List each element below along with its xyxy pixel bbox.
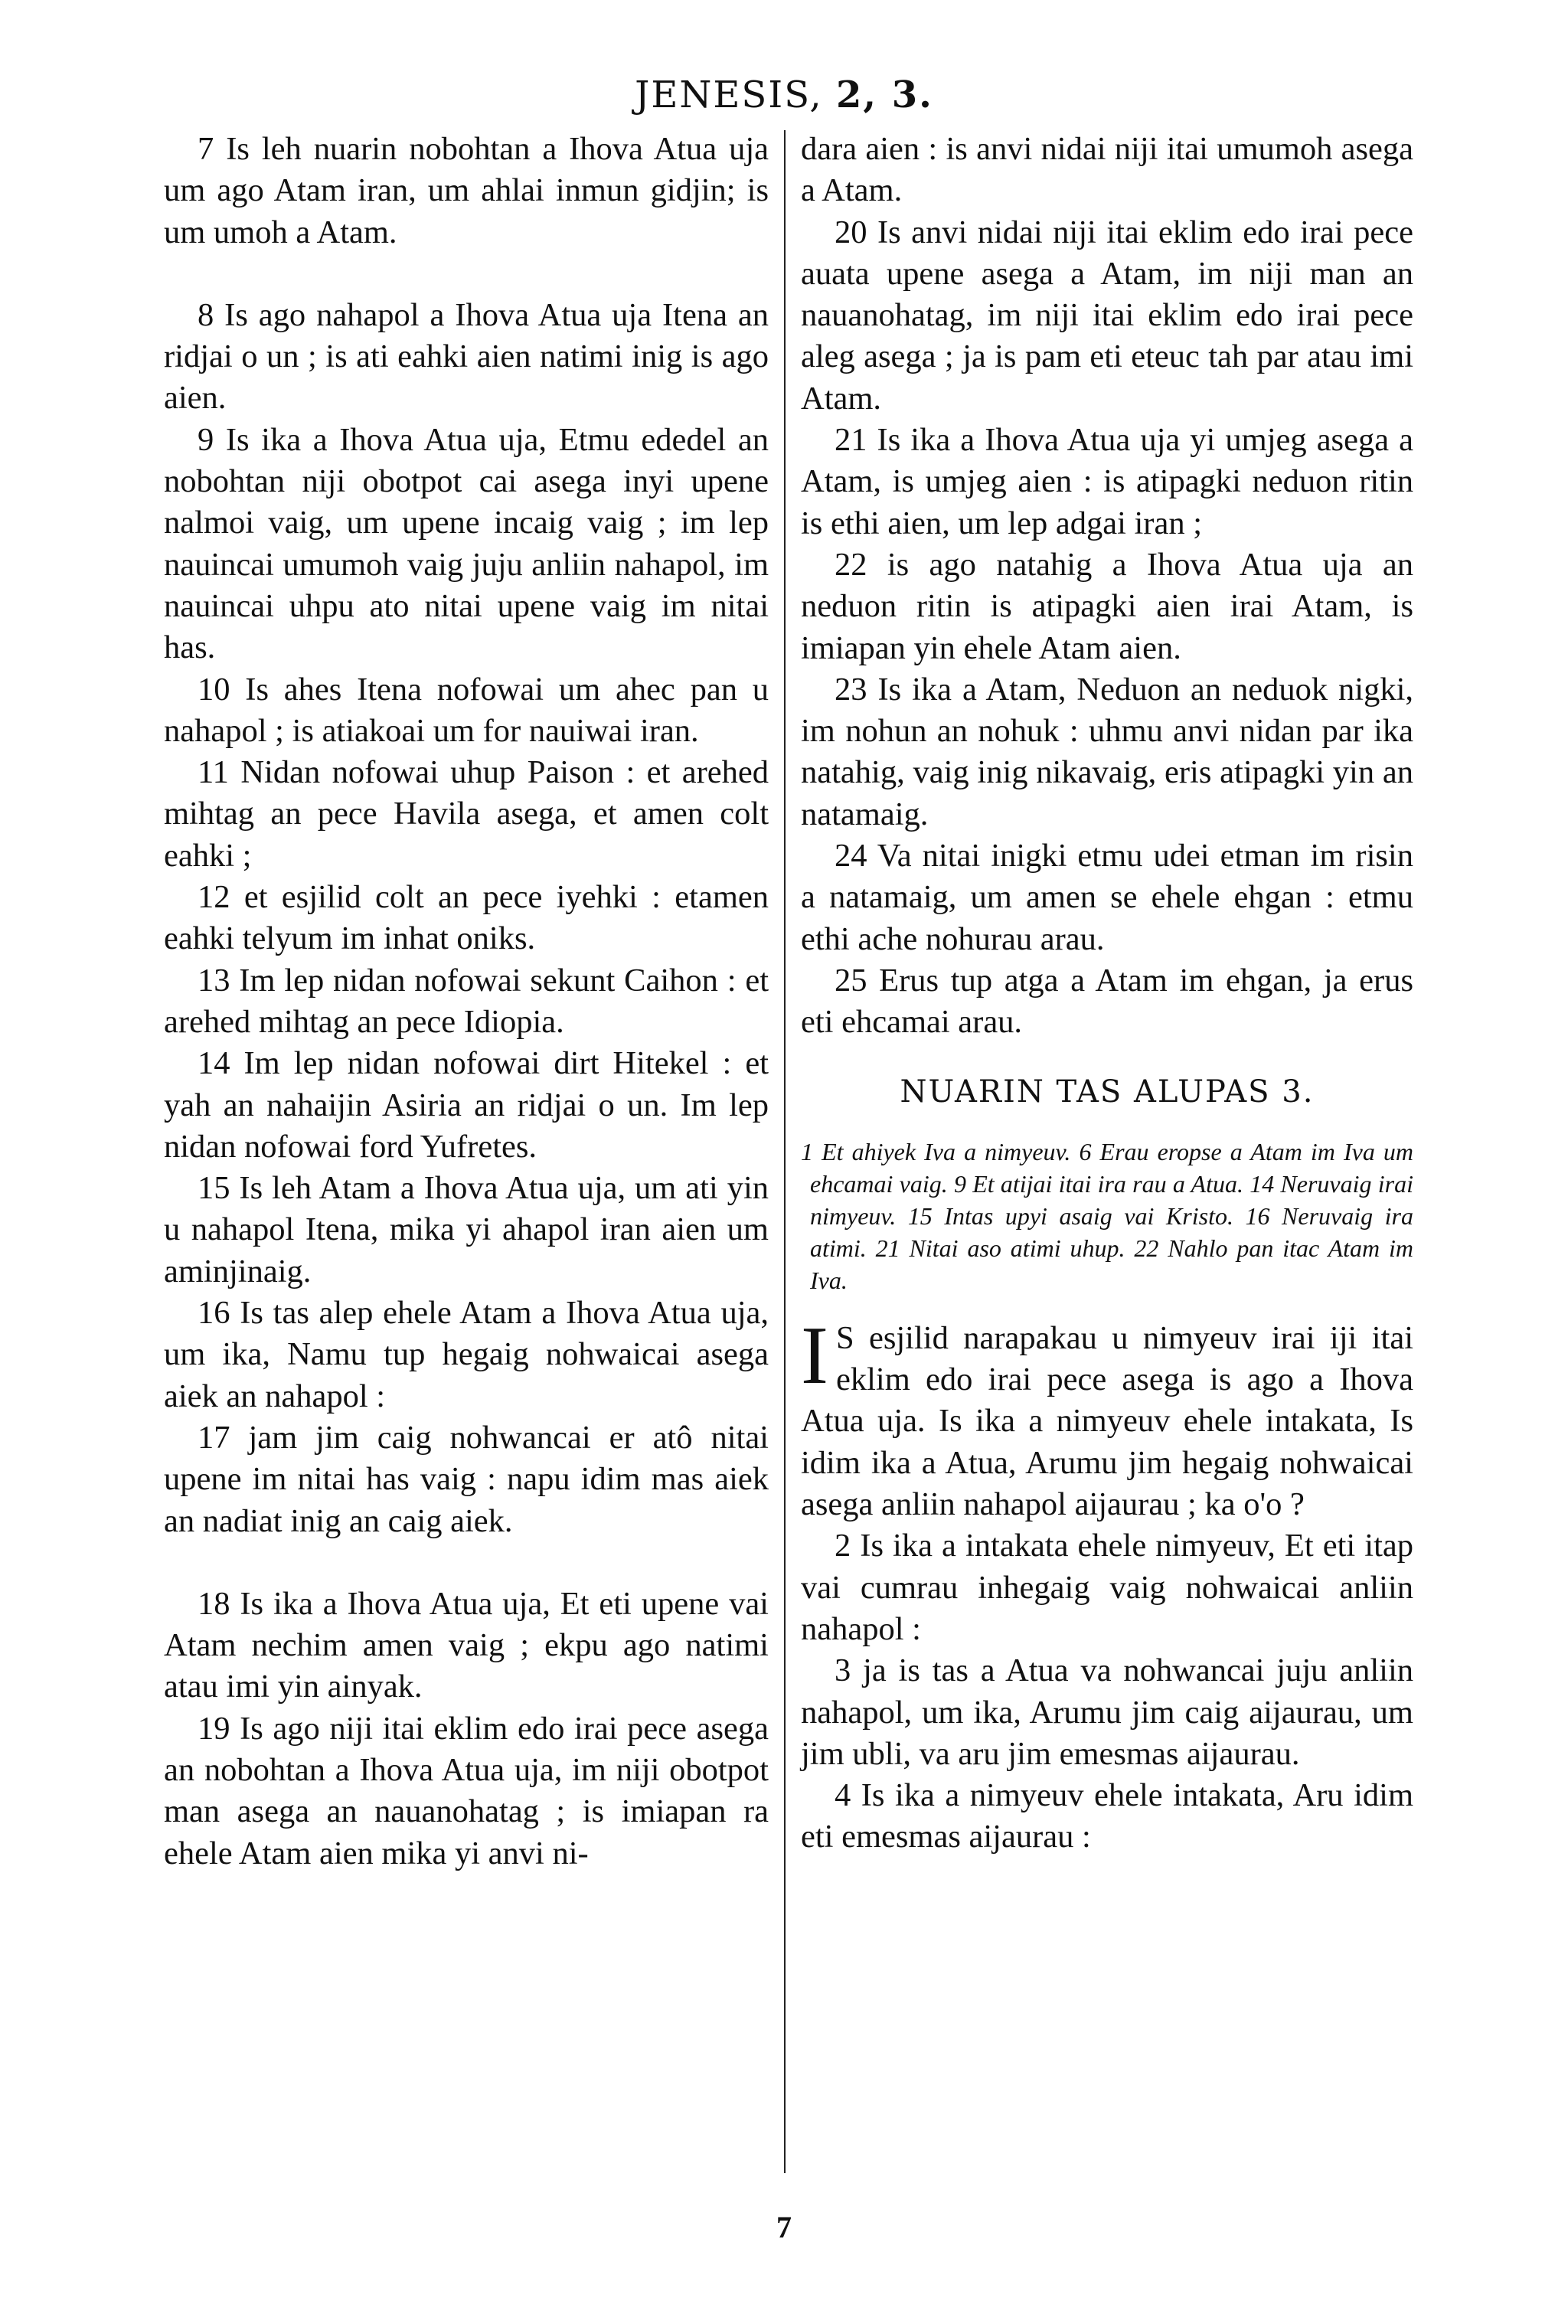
chapter-opening	[801, 1309, 1413, 1525]
drop-cap: I	[801, 1309, 828, 1401]
verse-gap	[164, 1542, 769, 1584]
verse-2-18: 18 Is ika a Ihova Atua uja, Et eti upene vai Atam nechim amen vaig ; ekpu ago natimi atau imi yin ainyak.	[164, 1585, 769, 1705]
verse-2-19-continued: dara aien : is anvi nidai niji itai umumoh asega a Atam.	[801, 131, 1413, 209]
verse-2-20: 20 Is anvi nidai niji itai eklim edo irai pece auata upene asega a Atam, im niji man an nauanohatag, im niji itai eklim edo irai pece aleg asega ; ja is pam eti eteuc tah par atau imi Atam.	[801, 214, 1413, 417]
verse-2-10: 10 Is ahes Itena nofowai um ahec pan u nahapol ; is atiakoai um for nauiwai iran.	[164, 671, 769, 749]
verse-3-3: 3 ja is tas a Atua va nohwancai juju anliin nahapol, um ika, Arumu jim caig aijaurau, um jim ubli, va aru jim emesmas aijaurau.	[801, 1652, 1413, 1772]
right-column	[801, 129, 1413, 1858]
verse-3-1: S esjilid narapakau u nimyeuv irai iji itai eklim edo irai pece asega is ago a Ihova Atua uja. Is ika a nimyeuv ehele intakata, Is idim ika a Atua, Arumu jim hegaig nohwaicai asega anliin nahapol aijaurau ; ka o'o ?	[801, 1319, 1413, 1523]
verse-3-4: 4 Is ika a nimyeuv ehele intakata, Aru idim eti emesmas aijaurau :	[801, 1777, 1413, 1855]
verse-2-11: 11 Nidan nofowai uhup Paison : et arehed mihtag an pece Havila asega, et amen colt eahki ;	[164, 754, 769, 874]
verse-2-12: 12 et esjilid colt an pece iyehki : etamen eahki telyum im inhat oniks.	[164, 879, 769, 957]
verse-2-25: 25 Erus tup atga a Atam im ehgan, ja erus eti ehcamai arau.	[801, 962, 1413, 1041]
verse-2-7: 7 Is leh nuarin nobohtan a Ihova Atua uja um ago Atam iran, um ahlai inmun gidjin; is um umoh a Atam.	[164, 131, 769, 250]
verse-2-19: 19 Is ago niji itai eklim edo irai pece asega an nobohtan a Ihova Atua uja, im niji obotpot man asega an nauanohatag ; is imiapan ra ehele Atam aien mika yi anvi ni-	[164, 1710, 769, 1871]
page-number: 7	[776, 2210, 792, 2244]
verse-2-22: 22 is ago natahig a Ihova Atua uja an neduon ritin is atipagki aien irai Atam, is imiapan yin ehele Atam aien.	[801, 546, 1413, 666]
verse-2-23: 23 Is ika a Atam, Neduon an neduok nigki, im nohun an nohuk : uhmu anvi nidan par ika natahig, vaig inig nikavaig, eris atipagki yin an natamaig.	[801, 671, 1413, 832]
chapter-summary: 1 Et ahiyek Iva a nimyeuv. 6 Erau eropse a Atam im Iva um ehcamai vaig. 9 Et atijai itai ira rau a Atua. 14 Neruvaig irai nimyeuv. 15 Intas upyi asaig vai Kristo. 16 Neruvaig ira atimi. 21 Nitai aso atimi uhup. 22 Nahlo pan itac Atam im Iva.	[801, 1137, 1413, 1294]
header-chapters: 2, 3.	[835, 74, 933, 116]
chapter-heading: NUARIN TAS ALUPAS 3.	[900, 1074, 1315, 1110]
verse-2-15: 15 Is leh Atam a Ihova Atua uja, um ati yin u nahapol Itena, mika yi ahapol iran aien um aminjinaig.	[164, 1170, 769, 1289]
header-book: JENESIS,	[635, 74, 823, 116]
verse-2-14: 14 Im lep nidan nofowai dirt Hitekel : et yah an nahaijin Asiria an ridjai o un. Im lep nidan nofowai ford Yufretes.	[164, 1045, 769, 1165]
verse-2-21: 21 Is ika a Ihova Atua uja yi umjeg asega a Atam, is umjeg aien : is atipagki neduon ritin is ethi aien, um lep adgai iran ;	[801, 422, 1413, 541]
verse-gap	[164, 253, 769, 295]
verse-3-2: 2 Is ika a intakata ehele nimyeuv, Et eti itap vai cumrau inhegaig vaig nohwaicai anliin nahapol :	[801, 1528, 1413, 1647]
verse-2-9: 9 Is ika a Ihova Atua uja, Etmu ededel an nobohtan niji obotpot cai asega inyi upene nalmoi vaig, um upene incaig vaig ; im lep nauincai umumoh vaig juju anliin nahapol, im nauincai uhpu ato nitai upene vaig im nitai has.	[164, 421, 769, 666]
verse-2-24: 24 Va nitai inigki etmu udei etman im risin a natamaig, um amen se ehele ehgan : etmu ethi ache nohurau arau.	[801, 838, 1413, 957]
verse-2-13: 13 Im lep nidan nofowai sekunt Caihon : et arehed mihtag an pece Idiopia.	[164, 962, 769, 1040]
verse-2-17: 17 jam jim caig nohwancai er atô nitai upene im nitai has vaig : napu idim mas aiek an nadiat inig an caig aiek.	[164, 1419, 769, 1539]
running-header	[0, 74, 1568, 116]
column-divider	[784, 130, 786, 2173]
verse-2-16: 16 Is tas alep ehele Atam a Ihova Atua uja, um ika, Namu tup hegaig nohwaicai asega aiek an nahapol :	[164, 1295, 769, 1414]
verse-2-8: 8 Is ago nahapol a Ihova Atua uja Itena an ridjai o un ; is ati eahki aien natimi inig is ago aien.	[164, 296, 769, 417]
left-column	[164, 129, 769, 1875]
